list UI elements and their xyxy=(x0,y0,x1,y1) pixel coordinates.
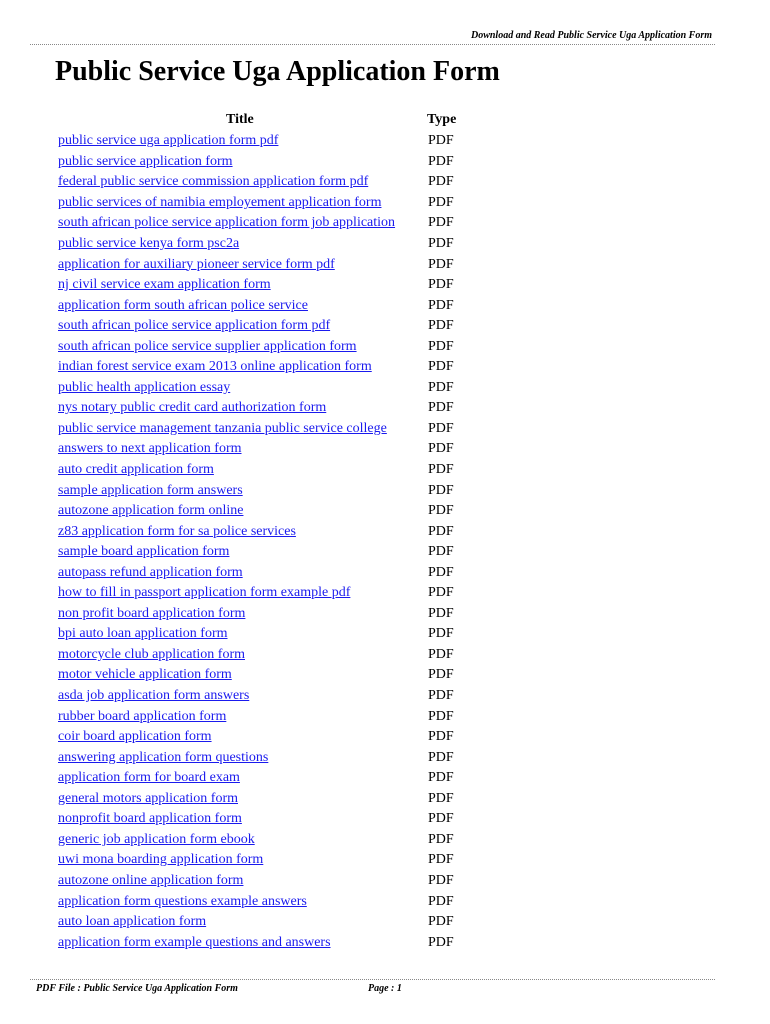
table-row xyxy=(58,275,498,296)
document-link[interactable]: motorcycle club application form xyxy=(58,646,245,662)
document-type: PDF xyxy=(428,852,454,868)
table-row xyxy=(58,871,498,892)
document-link[interactable]: indian forest service exam 2013 online application form xyxy=(58,359,372,375)
table-row xyxy=(58,830,498,851)
document-type: PDF xyxy=(428,462,454,478)
document-type: PDF xyxy=(428,544,454,560)
document-link[interactable]: z83 application form for sa police services xyxy=(58,523,296,539)
table-row xyxy=(58,624,498,645)
document-link[interactable]: south african police service application form job application xyxy=(58,215,396,231)
document-link[interactable]: south african police service application form pdf xyxy=(58,318,331,334)
table-row xyxy=(58,378,498,399)
table-row xyxy=(58,542,498,563)
document-link[interactable]: autozone application form online xyxy=(58,503,244,519)
table-row xyxy=(58,213,498,234)
document-type: PDF xyxy=(428,359,454,375)
document-type: PDF xyxy=(428,790,454,806)
document-type: PDF xyxy=(428,688,454,704)
document-type: PDF xyxy=(428,215,454,231)
document-type: PDF xyxy=(428,420,454,436)
table-row xyxy=(58,706,498,727)
document-link[interactable]: application form questions example answers xyxy=(58,893,307,909)
table-row xyxy=(58,172,498,193)
document-type: PDF xyxy=(428,646,454,662)
document-link[interactable]: asda job application form answers xyxy=(58,688,250,704)
document-link[interactable]: sample board application form xyxy=(58,544,230,560)
column-header-title: Title xyxy=(226,112,254,127)
document-list xyxy=(58,131,498,953)
document-link[interactable]: answering application form questions xyxy=(58,749,269,765)
document-link[interactable]: public service uga application form pdf xyxy=(58,133,279,149)
document-type: PDF xyxy=(428,564,454,580)
table-row xyxy=(58,419,498,440)
document-type: PDF xyxy=(428,236,454,251)
document-type: PDF xyxy=(428,770,454,786)
page-title: Public Service Uga Application Form xyxy=(55,56,500,87)
document-link[interactable]: application form south african police service xyxy=(58,297,308,313)
footer-divider xyxy=(30,979,715,980)
document-type: PDF xyxy=(428,297,454,313)
table-row xyxy=(58,460,498,481)
document-type: PDF xyxy=(428,400,454,416)
document-type: PDF xyxy=(428,893,454,909)
document-type: PDF xyxy=(428,153,454,169)
document-type: PDF xyxy=(428,277,454,293)
document-type: PDF xyxy=(428,831,454,847)
table-row xyxy=(58,747,498,768)
document-link[interactable]: bpi auto loan application form xyxy=(58,626,228,642)
footer-page-number: Page : 1 xyxy=(368,983,402,994)
document-type: PDF xyxy=(428,872,454,888)
document-link[interactable]: nonprofit board application form xyxy=(58,811,242,827)
table-row xyxy=(58,645,498,666)
document-type: PDF xyxy=(428,441,454,457)
document-link[interactable]: auto credit application form xyxy=(58,462,214,478)
document-link[interactable]: generic job application form ebook xyxy=(58,831,255,847)
table-row xyxy=(58,521,498,542)
document-type: PDF xyxy=(428,934,454,950)
document-type: PDF xyxy=(428,914,454,930)
document-link[interactable]: public services of namibia employement application form xyxy=(58,194,382,210)
document-type: PDF xyxy=(428,256,454,272)
document-link[interactable]: rubber board application form xyxy=(58,708,227,724)
document-link[interactable]: south african police service supplier application form xyxy=(58,338,357,354)
table-row xyxy=(58,727,498,748)
document-link[interactable]: autopass refund application form xyxy=(58,564,243,580)
table-row xyxy=(58,562,498,583)
document-link[interactable]: autozone online application form xyxy=(58,872,244,888)
document-link[interactable]: application form example questions and answers xyxy=(58,934,331,950)
footer-file-label: PDF File : Public Service Uga Application Form xyxy=(36,983,238,994)
document-link[interactable]: uwi mona boarding application form xyxy=(58,852,264,868)
table-row xyxy=(58,234,498,255)
table-row xyxy=(58,316,498,337)
document-type: PDF xyxy=(428,133,454,149)
header-divider xyxy=(30,44,715,45)
document-link[interactable]: how to fill in passport application form example pdf xyxy=(58,585,351,601)
table-row xyxy=(58,501,498,522)
document-link[interactable]: nys notary public credit card authorization form xyxy=(58,400,327,416)
table-row xyxy=(58,932,498,953)
table-row xyxy=(58,357,498,378)
table-row xyxy=(58,768,498,789)
document-link[interactable]: application form for board exam xyxy=(58,770,240,786)
table-row xyxy=(58,439,498,460)
document-link[interactable]: non profit board application form xyxy=(58,605,246,621)
document-type: PDF xyxy=(428,318,454,334)
document-type: PDF xyxy=(428,174,454,190)
table-row xyxy=(58,789,498,810)
document-type: PDF xyxy=(428,667,454,683)
table-row xyxy=(58,583,498,604)
document-type: PDF xyxy=(428,482,454,498)
document-link[interactable]: federal public service commission application form pdf xyxy=(58,174,369,190)
table-row xyxy=(58,152,498,173)
document-link[interactable]: nj civil service exam application form xyxy=(58,277,271,293)
document-link[interactable]: auto loan application form xyxy=(58,914,207,930)
document-type: PDF xyxy=(428,338,454,354)
document-type: PDF xyxy=(428,503,454,519)
column-header-type: Type xyxy=(427,112,457,127)
table-row xyxy=(58,295,498,316)
document-link[interactable]: coir board application form xyxy=(58,729,212,745)
document-link[interactable]: motor vehicle application form xyxy=(58,667,232,683)
document-type: PDF xyxy=(428,708,454,724)
document-link[interactable]: application for auxiliary pioneer service form pdf xyxy=(58,256,335,272)
table-row xyxy=(58,686,498,707)
document-type: PDF xyxy=(428,811,454,827)
document-link[interactable]: public health application essay xyxy=(58,379,231,395)
table-row xyxy=(58,665,498,686)
document-type: PDF xyxy=(428,585,454,601)
document-type: PDF xyxy=(428,749,454,765)
document-type: PDF xyxy=(428,605,454,621)
table-row xyxy=(58,850,498,871)
table-row xyxy=(58,891,498,912)
document-type: PDF xyxy=(428,626,454,642)
table-row xyxy=(58,193,498,214)
document-link[interactable]: public service application form xyxy=(58,153,233,169)
table-row xyxy=(58,480,498,501)
document-link[interactable]: sample application form answers xyxy=(58,482,243,498)
document-link[interactable]: public service management tanzania public service college xyxy=(58,420,387,436)
table-row xyxy=(58,131,498,152)
document-type: PDF xyxy=(428,379,454,395)
table-row xyxy=(58,254,498,275)
page-header: Download and Read Public Service Uga Application Form xyxy=(470,30,712,41)
table-row xyxy=(58,912,498,933)
document-link[interactable]: general motors application form xyxy=(58,790,238,806)
document-type: PDF xyxy=(428,729,454,745)
table-row xyxy=(58,604,498,625)
document-type: PDF xyxy=(428,523,454,539)
document-link[interactable]: answers to next application form xyxy=(58,441,242,457)
table-row xyxy=(58,336,498,357)
document-type: PDF xyxy=(428,194,454,210)
document-link[interactable]: public service kenya form psc2a xyxy=(58,236,240,251)
table-row xyxy=(58,398,498,419)
table-row xyxy=(58,809,498,830)
